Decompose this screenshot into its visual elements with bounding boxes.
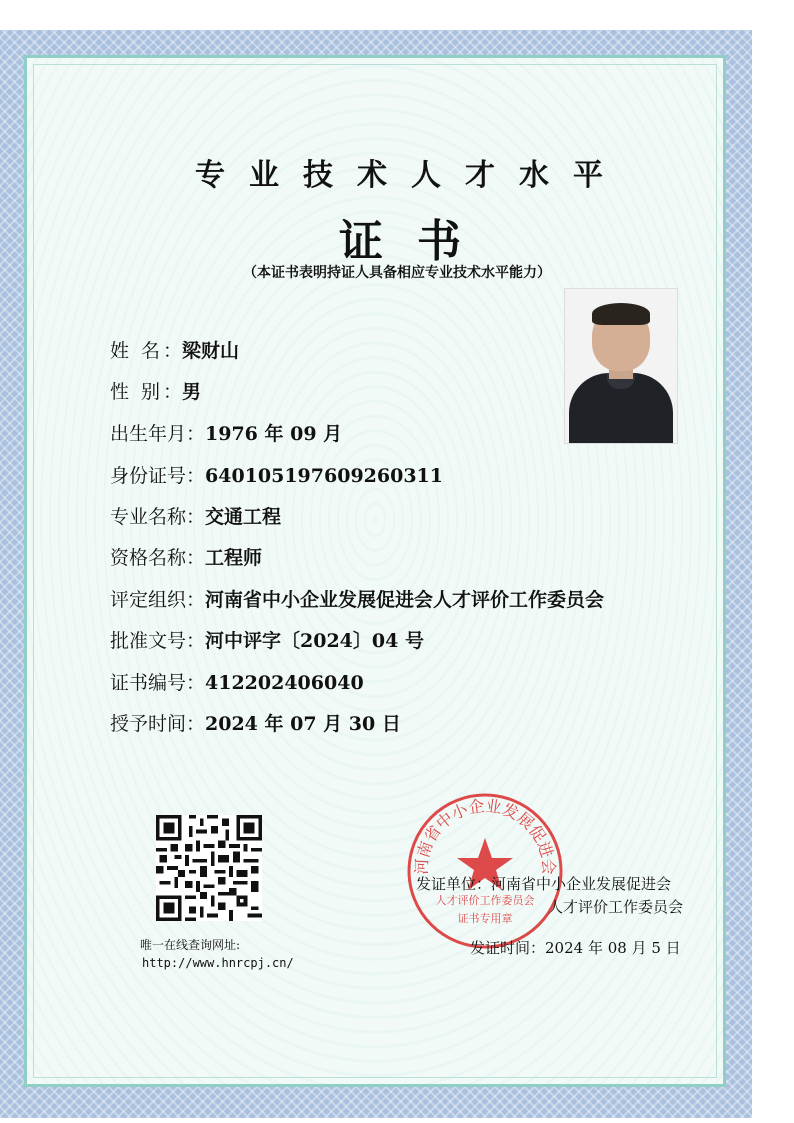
field-grant-date — [110, 709, 401, 736]
field-qualification — [110, 543, 262, 570]
field-value: 河南省中小企业发展促进会人才评价工作委员会 — [205, 589, 605, 611]
official-seal-icon — [404, 790, 566, 952]
field-value: 640105197609260311 — [205, 465, 443, 487]
field-label: 授予时间： — [110, 713, 206, 735]
field-label: 证书编号： — [110, 672, 206, 694]
field-value: 河中评字〔2024〕04 号 — [205, 630, 424, 652]
field-value: 男 — [182, 381, 202, 403]
field-gender — [110, 377, 201, 404]
field-name — [110, 336, 239, 363]
field-label: 专业名称： — [110, 506, 206, 528]
field-label: 身份证号： — [110, 465, 206, 487]
field-approval-number — [110, 626, 424, 653]
field-value: 1976 年 09 月 — [205, 423, 343, 445]
field-label: 评定组织： — [110, 589, 206, 611]
field-label: 姓 名： — [110, 340, 182, 362]
field-value: 412202406040 — [205, 672, 364, 694]
seal-inner-text: 人才评价工作委员会 — [435, 894, 535, 907]
field-major — [110, 502, 281, 529]
field-value: 工程师 — [205, 547, 263, 569]
certificate-title-line2: 证书 — [339, 216, 495, 267]
field-label: 出生年月： — [110, 423, 206, 445]
seal-ring-text: 河南省中小企业发展促进会 — [411, 796, 559, 876]
field-id-number — [110, 461, 443, 488]
qr-code-icon[interactable] — [156, 815, 262, 921]
field-label: 资格名称： — [110, 547, 206, 569]
issuing-unit-line1: 发证单位：河南省中小企业发展促进会 — [416, 875, 672, 893]
field-value: 交通工程 — [205, 506, 282, 528]
certificate-title-line1: 专业技术人才水平 — [195, 158, 627, 193]
seal-bottom-text: 证书专用章 — [457, 912, 513, 925]
issuing-unit-line2: 人才评价工作委员会 — [548, 898, 684, 916]
field-certificate-number — [110, 668, 364, 695]
field-label: 批准文号： — [110, 630, 206, 652]
field-organization — [110, 585, 604, 612]
qr-caption: 唯一在线查询网址: — [140, 938, 241, 952]
field-birth — [110, 419, 342, 446]
field-value: 梁财山 — [182, 340, 240, 362]
field-value: 2024 年 07 月 30 日 — [205, 713, 401, 735]
field-label: 性 别： — [110, 381, 182, 403]
verification-url-link[interactable]: http://www.hnrcpj.cn/ — [142, 956, 294, 970]
holder-photo — [564, 288, 678, 444]
certificate-subtitle: （本证书表明持证人具备相应专业技术水平能力） — [243, 265, 551, 281]
issue-date: 发证时间：2024 年 08 月 5 日 — [470, 939, 681, 957]
